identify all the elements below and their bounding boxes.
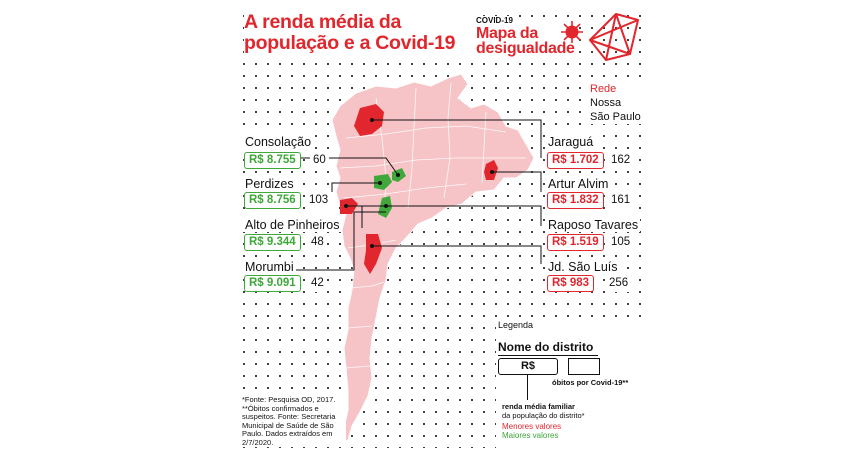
district-label: Morumbi	[245, 260, 294, 274]
footnote-line: **Óbitos confirmados e	[242, 403, 319, 413]
income-badge: R$ 983	[547, 275, 594, 292]
legend-connector	[527, 375, 528, 400]
legend-district-name: Nome do distrito	[498, 340, 594, 354]
legend-income-box: R$	[498, 358, 558, 375]
legend-deaths-box	[568, 358, 600, 375]
legend-income-line-2: da população do distrito*	[502, 411, 585, 420]
income-badge: R$ 8.756	[244, 192, 301, 209]
credits-nossa: Nossa	[590, 97, 622, 109]
income-badge: R$ 8.755	[244, 152, 301, 169]
credits	[590, 82, 641, 124]
footnote-line: Paulo. Dados extraídos em	[242, 429, 333, 438]
footnote-line: 2/7/2020.	[242, 437, 274, 447]
brand-line-2: desigualdade	[476, 40, 575, 57]
virus-icon	[560, 20, 584, 44]
deaths-count: 48	[308, 233, 327, 251]
income-badge: R$ 9.344	[244, 234, 301, 251]
footnote-line: *Fonte: Pesquisa OD, 2017.	[242, 395, 336, 404]
district-label: Jd. São Luís	[548, 260, 618, 274]
income-badge: R$ 1.702	[547, 152, 604, 169]
district-label: Jaraguá	[548, 135, 594, 149]
footnote	[242, 396, 346, 447]
credits-sao-paulo: São Paulo	[590, 111, 641, 123]
footnote-line: suspeitos. Fonte: Secretaria	[242, 412, 336, 421]
district-label: Consolação	[245, 135, 312, 149]
deaths-count: 105	[608, 233, 633, 251]
credits-rede: Rede	[590, 83, 617, 95]
legend-title: Legenda	[498, 320, 534, 330]
brand-line-1: Mapa da	[476, 25, 538, 42]
title-line-2: população e a Covid-19	[244, 32, 456, 54]
district-label: Artur Alvim	[548, 177, 609, 191]
income-badge: R$ 1.519	[547, 234, 604, 251]
legend-deaths-label: óbitos por Covid-19**	[552, 378, 629, 387]
legend-max-label: Maiores valores	[502, 431, 559, 440]
district-label: Alto de Pinheiros	[245, 218, 340, 232]
income-badge: R$ 9.091	[244, 275, 301, 292]
covid-tag: COVID-19	[476, 16, 513, 25]
income-badge: R$ 1.832	[547, 192, 604, 209]
legend-income-label	[502, 402, 585, 420]
footnote-line: Municipal de Saúde de São	[242, 420, 334, 430]
title-line-1: A renda média da	[244, 11, 402, 33]
deaths-count: 60	[310, 151, 329, 169]
deaths-count: 161	[608, 191, 633, 209]
deaths-count: 103	[306, 191, 331, 209]
district-label: Perdizes	[245, 177, 294, 191]
legend-underline	[498, 355, 598, 356]
rede-nossa-sao-paulo-logo-icon	[586, 10, 642, 64]
deaths-count: 256	[606, 274, 631, 292]
legend-income-line-1: renda média familiar	[502, 402, 575, 411]
legend-min-label: Menores valores	[502, 422, 562, 431]
district-label: Raposo Tavares	[548, 218, 639, 232]
deaths-count: 162	[608, 151, 633, 169]
deaths-count: 42	[308, 274, 327, 292]
page-title	[244, 12, 474, 54]
